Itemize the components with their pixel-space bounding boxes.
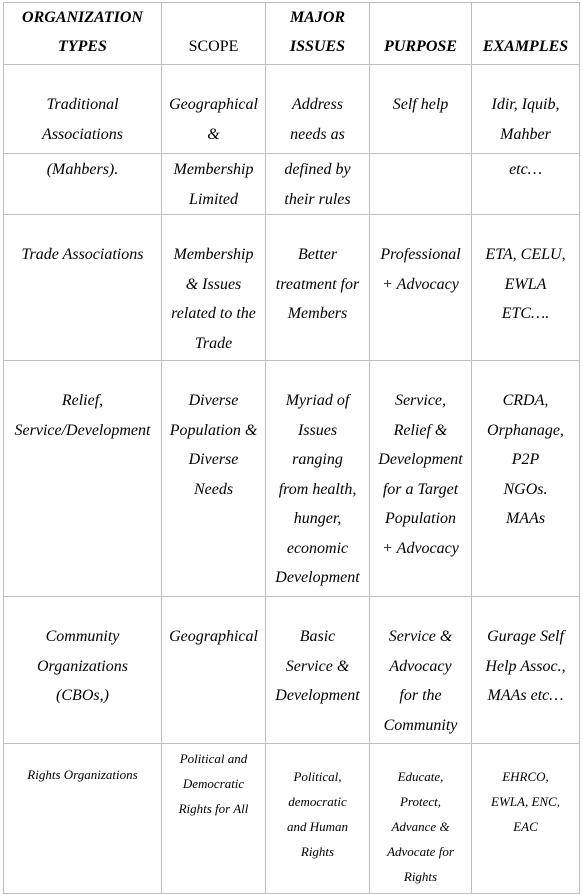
- cell-line: their rules: [284, 190, 351, 208]
- cell-line: for a Target: [382, 480, 459, 498]
- table-cell-types: [4, 597, 162, 744]
- table-cell-issues: [266, 597, 370, 744]
- cell-line: Basic: [299, 628, 336, 645]
- table-cell-purpose: [370, 597, 472, 744]
- cell-line: Orphanage,: [487, 421, 564, 439]
- cell-line: NGOs.: [503, 480, 548, 498]
- cell-line: Trade: [194, 334, 233, 352]
- cell-line: Development: [275, 687, 360, 704]
- cell-line: Associations: [42, 125, 123, 143]
- cell-line: Advocacy: [389, 657, 452, 675]
- cell-line: + Advocacy: [382, 539, 459, 557]
- cell-line: EWLA, ENC,: [491, 794, 560, 809]
- cell-line: EWLA: [504, 275, 547, 293]
- header-organization-types: [4, 3, 162, 65]
- cell-line: Community: [45, 628, 120, 645]
- organization-types-table: [3, 2, 580, 894]
- table-cell-examples: [472, 361, 580, 597]
- cell-line: Geographical: [169, 628, 258, 645]
- header-row: [4, 3, 580, 65]
- table-cell-purpose: [370, 65, 472, 154]
- cell-line: related to the: [171, 305, 256, 322]
- table-row: [4, 597, 580, 744]
- cell-line: Members: [287, 305, 348, 322]
- cell-line: Membership: [173, 161, 254, 178]
- cell-line: Service,: [394, 392, 447, 409]
- table-cell-types: [4, 215, 162, 361]
- table-cell-scope: [162, 154, 266, 215]
- cell-line: Needs: [193, 480, 234, 498]
- cell-line: CRDA,: [502, 392, 549, 409]
- cell-line: ranging: [292, 451, 343, 468]
- cell-line: Protect,: [399, 794, 442, 809]
- cell-line: Limited: [189, 190, 238, 208]
- cell-line: defined by: [284, 161, 351, 178]
- cell-line: ETA, CELU,: [485, 246, 566, 263]
- cell-line: from health,: [278, 480, 357, 498]
- table-cell-purpose: [370, 744, 472, 894]
- header-text: ISSUES: [289, 38, 346, 55]
- cell-line: & Issues: [185, 275, 242, 293]
- cell-line: Educate,: [397, 769, 444, 784]
- header-text: MAJOR: [289, 9, 346, 26]
- cell-line: Service &: [285, 657, 350, 675]
- cell-line: Rights: [403, 869, 438, 884]
- cell-line: Idir, Iquib,: [491, 96, 560, 113]
- cell-line: Democratic: [182, 776, 245, 791]
- header-scope: SCOPE: [162, 3, 266, 65]
- cell-line: Gurage Self: [487, 628, 564, 645]
- header-text: TYPES: [58, 38, 107, 55]
- cell-line: Diverse: [188, 451, 239, 468]
- cell-line: MAAs etc…: [487, 687, 564, 704]
- cell-line: + Advocacy: [382, 275, 459, 293]
- cell-line: EHRCO,: [502, 769, 549, 784]
- table-cell-types: [4, 154, 162, 215]
- table-cell-issues: [266, 361, 370, 597]
- header-major-issues: [266, 3, 370, 65]
- cell-line: Self help: [392, 96, 449, 113]
- cell-line: Rights: [300, 844, 335, 859]
- cell-line: Community: [383, 716, 458, 734]
- cell-line: Trade Associations: [21, 246, 144, 263]
- cell-line: Political,: [293, 769, 342, 784]
- cell-line: Organizations: [37, 657, 128, 675]
- cell-line: EAC: [513, 819, 538, 834]
- table-cell-purpose: [370, 361, 472, 597]
- cell-line: Advocate for: [387, 844, 454, 859]
- table-cell-examples: [472, 744, 580, 894]
- cell-line: P2P: [511, 451, 540, 468]
- table-cell-examples: [472, 65, 580, 154]
- cell-line: Development: [378, 451, 463, 468]
- cell-line: Diverse: [188, 392, 239, 409]
- table-cell-examples: [472, 154, 580, 215]
- cell-line: Population: [384, 510, 457, 527]
- cell-line: democratic: [288, 794, 347, 809]
- cell-line: Myriad of: [285, 392, 350, 409]
- table-row: [4, 744, 580, 894]
- cell-line: (CBOs,): [56, 687, 109, 704]
- cell-line: Mahber: [500, 125, 551, 143]
- table-cell-issues: [266, 65, 370, 154]
- cell-line: hunger,: [293, 510, 342, 527]
- cell-line: needs as: [290, 125, 345, 143]
- cell-line: MAAs: [505, 510, 546, 527]
- table-cell-examples: [472, 597, 580, 744]
- cell-line: Population &: [169, 421, 258, 439]
- table-cell-issues: [266, 744, 370, 894]
- cell-line: Development: [275, 569, 360, 586]
- cell-line: Political and: [179, 751, 248, 766]
- cell-line: treatment for: [275, 275, 360, 293]
- cell-line: Geographical: [169, 96, 258, 113]
- cell-line: &: [207, 125, 220, 143]
- table-cell-examples: [472, 215, 580, 361]
- table-cell-scope: [162, 361, 266, 597]
- table-cell-types: [4, 361, 162, 597]
- table-cell-scope: [162, 744, 266, 894]
- cell-line: etc…: [509, 161, 542, 178]
- table-cell-issues: [266, 215, 370, 361]
- cell-line: Rights Organizations: [27, 767, 138, 782]
- cell-line: Relief,: [61, 392, 104, 409]
- table-row: [4, 361, 580, 597]
- cell-line: for the: [399, 687, 442, 704]
- table-cell-scope: [162, 215, 266, 361]
- cell-line: Relief &: [393, 421, 448, 439]
- table-row: [4, 65, 580, 154]
- cell-line: Address: [292, 96, 343, 113]
- cell-line: Better: [297, 246, 338, 263]
- table-cell-purpose: [370, 154, 472, 215]
- cell-line: (Mahbers).: [46, 161, 119, 178]
- cell-line: Traditional: [46, 96, 119, 113]
- table-cell-types: [4, 744, 162, 894]
- table-cell-purpose: [370, 215, 472, 361]
- cell-line: Membership: [173, 246, 254, 263]
- cell-line: Rights for All: [178, 801, 249, 816]
- cell-line: Service/Development: [14, 421, 151, 439]
- cell-line: ETC….: [501, 305, 550, 322]
- cell-line: Professional: [380, 246, 461, 263]
- table-cell-issues: [266, 154, 370, 215]
- cell-line: Issues: [297, 421, 338, 439]
- table-cell-types: [4, 65, 162, 154]
- table-cell-scope: [162, 65, 266, 154]
- table-row: [4, 154, 580, 215]
- header-purpose: PURPOSE: [370, 3, 472, 65]
- cell-line: Service &: [388, 628, 453, 645]
- table-cell-scope: [162, 597, 266, 744]
- cell-line: Advance &: [391, 819, 450, 834]
- header-examples: EXAMPLES: [472, 3, 580, 65]
- cell-line: Help Assoc.,: [485, 657, 566, 675]
- cell-line: and Human: [286, 819, 349, 834]
- table-row: [4, 215, 580, 361]
- cell-line: economic: [286, 539, 349, 557]
- header-text: ORGANIZATION: [22, 9, 143, 26]
